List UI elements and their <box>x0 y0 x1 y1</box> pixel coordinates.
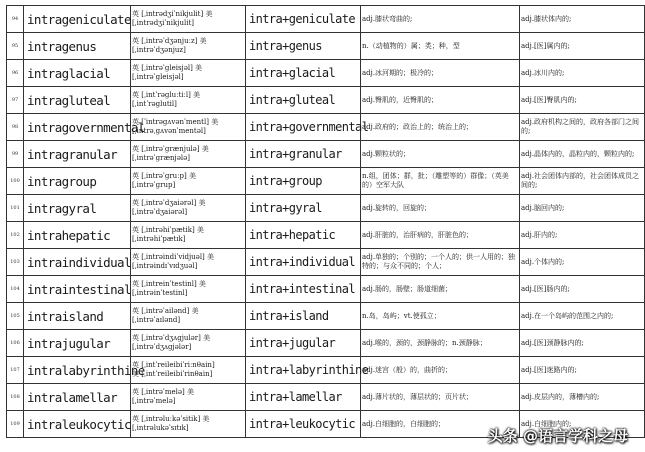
phonetic-line-2: [ˌintrəˈdʒənjuz] <box>132 46 186 54</box>
root-definition: adj.冰河期的；极冷的； <box>361 60 520 87</box>
phonetic-line-1: 英 [ˌintrədʒiˈnikjulit] 美 <box>132 10 213 18</box>
morpheme-breakdown: intra+gluteal <box>246 87 361 114</box>
headword: intragluteal <box>24 87 131 114</box>
phonetic-line-2: [ˌintrəˈdʒaiərəl] <box>132 208 188 216</box>
phonetic-line-2: [ˌintrəlukəˈsɪtɪk] <box>132 424 189 432</box>
headword: intragyral <box>24 195 131 222</box>
word-definition: adj.晶体内的，晶粒内的，颗粒内的; <box>520 141 645 168</box>
table-row <box>7 60 645 87</box>
root-definition: adj.薄片状的，薄层状的；页片状； <box>361 384 520 411</box>
phonetics-cell <box>131 141 246 168</box>
phonetic-line-2: [ˌintrəˈaɪlənd] <box>132 316 181 324</box>
root-definition: adj.迷宫（般）的，曲折的； <box>361 357 520 384</box>
root-definition: adj.白细胞的，白细胞的； <box>361 411 520 438</box>
word-definition: adj.膝状体内的; <box>520 6 645 33</box>
phonetic-line-1: 英 [ˌintrəˈgrænjulə] 美 <box>132 145 209 153</box>
word-definition: adj.脑回内的; <box>520 195 645 222</box>
phonetic-line-1: 英 [ˌintrəˈmelə] 美 <box>132 388 194 396</box>
headword: intraleukocytic <box>24 411 131 438</box>
phonetic-line-2: [ˌintrəˈgrænjələ] <box>132 154 190 162</box>
headword: intraindividual <box>24 249 131 276</box>
phonetics-cell <box>131 357 246 384</box>
word-definition: adj.白细胞内的; <box>520 411 645 438</box>
morpheme-breakdown: intra+hepatic <box>246 222 361 249</box>
morpheme-breakdown: intra+lamellar <box>246 384 361 411</box>
row-number: 105 <box>7 303 24 330</box>
morpheme-breakdown: intra+genus <box>246 33 361 60</box>
word-definition: adj.社会团体内部的，社会团体成员之间的; <box>520 168 645 195</box>
phonetics-cell <box>131 168 246 195</box>
watermark: 头条 @语言学科之母 <box>487 427 628 445</box>
phonetics-cell <box>131 114 246 141</box>
word-definition: adj.肝内的; <box>520 222 645 249</box>
headword: intrajugular <box>24 330 131 357</box>
table-row <box>7 303 645 330</box>
phonetic-line-1: 英 [ˌintrəˈgleisjəl] 美 <box>132 64 203 72</box>
phonetic-line-2: [ˌintˈrəglutil] <box>132 100 177 108</box>
morpheme-breakdown: intra+individual <box>246 249 361 276</box>
row-number: 103 <box>7 249 24 276</box>
row-number: 98 <box>7 114 24 141</box>
phonetic-line-1: 英 [ˌintrəhiˈpætik] 美 <box>132 226 204 234</box>
word-definition: adj.在一个岛屿的范围之内的; <box>520 303 645 330</box>
word-definition: adj.[医]迷路内的; <box>520 357 645 384</box>
phonetic-line-1: 英 [ˌintˈrəgluːtiːl] 美 <box>132 91 201 99</box>
morpheme-breakdown: intra+governmental <box>246 114 361 141</box>
headword: intragranular <box>24 141 131 168</box>
morpheme-breakdown: intra+gyral <box>246 195 361 222</box>
root-definition: adj.颗粒状的； <box>361 141 520 168</box>
morpheme-breakdown: intra+island <box>246 303 361 330</box>
headword: intrahepatic <box>24 222 131 249</box>
row-number: 108 <box>7 384 24 411</box>
phonetics-cell <box>131 222 246 249</box>
morpheme-breakdown: intra+jugular <box>246 330 361 357</box>
phonetics-cell <box>131 303 246 330</box>
row-number: 109 <box>7 411 24 438</box>
table-row <box>7 330 645 357</box>
row-number: 96 <box>7 60 24 87</box>
root-definition: adj.臀肌的，近臀肌的； <box>361 87 520 114</box>
phonetic-line-1: 英 [ˌintrəˈdʒaiərəl] 美 <box>132 199 206 207</box>
row-number: 99 <box>7 141 24 168</box>
phonetics-cell <box>131 195 246 222</box>
word-definition: adj.[医]臀肌内的; <box>520 87 645 114</box>
phonetic-line-1: 英 [ˌintrəˈgruːp] 美 <box>132 172 196 180</box>
root-definition: adj.肠的，肠壁；肠道细菌； <box>361 276 520 303</box>
table-row <box>7 195 645 222</box>
phonetic-line-2: [ˌintrəˈgleisjəl] <box>132 73 184 81</box>
headword: intralamellar <box>24 384 131 411</box>
phonetics-cell <box>131 60 246 87</box>
phonetic-line-2: [ˌintrəˈmelə] <box>132 397 176 405</box>
table-row <box>7 33 645 60</box>
phonetics-cell <box>131 87 246 114</box>
row-number: 94 <box>7 6 24 33</box>
table-row <box>7 357 645 384</box>
word-definition: adj.[医]属内的; <box>520 33 645 60</box>
morpheme-breakdown: intra+intestinal <box>246 276 361 303</box>
morpheme-breakdown: intra+granular <box>246 141 361 168</box>
row-number: 95 <box>7 33 24 60</box>
phonetic-line-2: [ˌintrəinˈtestinl] <box>132 289 188 297</box>
phonetics-cell <box>131 384 246 411</box>
phonetic-line-1: 英 [ˌintrəˈdʒənjuːz] 美 <box>132 37 207 45</box>
phonetic-line-2: 美 [ˌintˈreileibiˈrinθain] <box>132 370 213 378</box>
row-number: 97 <box>7 87 24 114</box>
morpheme-breakdown: intra+geniculate <box>246 6 361 33</box>
root-definition: adj.肝脏的，治肝病的，肝脏色的； <box>361 222 520 249</box>
table-row <box>7 87 645 114</box>
root-definition: adj.旋转的，回旋的； <box>361 195 520 222</box>
root-definition: adj.政府的；政治上的；统治上的； <box>361 114 520 141</box>
headword: intrageniculate <box>24 6 131 33</box>
row-number: 106 <box>7 330 24 357</box>
phonetic-line-2: [ˌintrəˌgʌvənˈmentəl] <box>132 127 206 135</box>
phonetics-cell <box>131 330 246 357</box>
row-number: 100 <box>7 168 24 195</box>
headword: intraintestinal <box>24 276 131 303</box>
table-row <box>7 141 645 168</box>
row-number: 104 <box>7 276 24 303</box>
root-definition: adj.喉的，颈的，颈静脉的；n.颈静脉； <box>361 330 520 357</box>
phonetic-line-2: [ˌintrədʒiˈnikjulit] <box>132 19 194 27</box>
root-definition: n.岛，岛屿；vt.使孤立； <box>361 303 520 330</box>
table-row <box>7 249 645 276</box>
word-definition: adj.[医]肠内的; <box>520 276 645 303</box>
phonetics-cell <box>131 249 246 276</box>
phonetics-cell <box>131 6 246 33</box>
word-definition: adj.个体内的; <box>520 249 645 276</box>
row-number: 101 <box>7 195 24 222</box>
table-row <box>7 6 645 33</box>
morpheme-breakdown: intra+group <box>246 168 361 195</box>
headword: intralabyrinthine <box>24 357 131 384</box>
table-row <box>7 168 645 195</box>
vocabulary-table <box>6 5 645 438</box>
phonetic-line-2: [ˌintrəhiˈpætɪk] <box>132 235 186 243</box>
phonetics-cell <box>131 411 246 438</box>
word-definition: adj.冰川内的; <box>520 60 645 87</box>
phonetic-line-2: [ˌintrəindɪˈvɪdʒuəl] <box>132 262 198 270</box>
phonetic-line-1: 英 [ˌintˈreileibiˈriːnθain] <box>132 361 215 369</box>
morpheme-breakdown: intra+labyrinthine <box>246 357 361 384</box>
phonetic-line-1: 英 [ˌintrəluːkəˈsitik] 美 <box>132 415 210 423</box>
phonetic-line-2: [ˌintrəˈdʒʌgjələr] <box>132 343 192 351</box>
table-row <box>7 222 645 249</box>
table-row <box>7 114 645 141</box>
row-number: 102 <box>7 222 24 249</box>
phonetics-cell <box>131 33 246 60</box>
table-row <box>7 384 645 411</box>
headword: intragroup <box>24 168 131 195</box>
word-definition: adj.皮层内的，薄槽内的; <box>520 384 645 411</box>
morpheme-breakdown: intra+glacial <box>246 60 361 87</box>
headword: intraglacial <box>24 60 131 87</box>
word-definition: adj.政府机构之间的，政府各部门之间的; <box>520 114 645 141</box>
headword: intragovernmental <box>24 114 131 141</box>
phonetic-line-1: 英 [ˌintrəˈailənd] 美 <box>132 307 199 315</box>
root-definition: adj.单独的；个别的；一个人的；供一人用的；独特的；与众不同的；个人； <box>361 249 520 276</box>
phonetic-line-1: 英 [ˌintrəindiˈvidjuəl] 美 <box>132 253 215 261</box>
headword: intragenus <box>24 33 131 60</box>
morpheme-breakdown: intra+leukocytic <box>246 411 361 438</box>
phonetic-line-1: 英 [ˌintrəˈdʒʌgjulər] 美 <box>132 334 211 342</box>
root-definition: n.（动植物的）属；类；种，型 <box>361 33 520 60</box>
phonetic-line-1: 英 [ˈintrəgʌvənˈmentl] 美 <box>132 118 219 126</box>
phonetics-cell <box>131 276 246 303</box>
table-body <box>7 6 645 438</box>
root-definition: n.组，团体；群，批；（雕塑等的）群像；（英美的）空军大队 <box>361 168 520 195</box>
phonetic-line-2: [ˌintrəˈgrup] <box>132 181 176 189</box>
row-number: 107 <box>7 357 24 384</box>
headword: intraisland <box>24 303 131 330</box>
table-row <box>7 276 645 303</box>
word-definition: adj.[医]颈静脉内的; <box>520 330 645 357</box>
root-definition: adj.膝状弯曲的; <box>361 6 520 33</box>
phonetic-line-1: 英 [ˌintreinˈtestinl] 美 <box>132 280 206 288</box>
